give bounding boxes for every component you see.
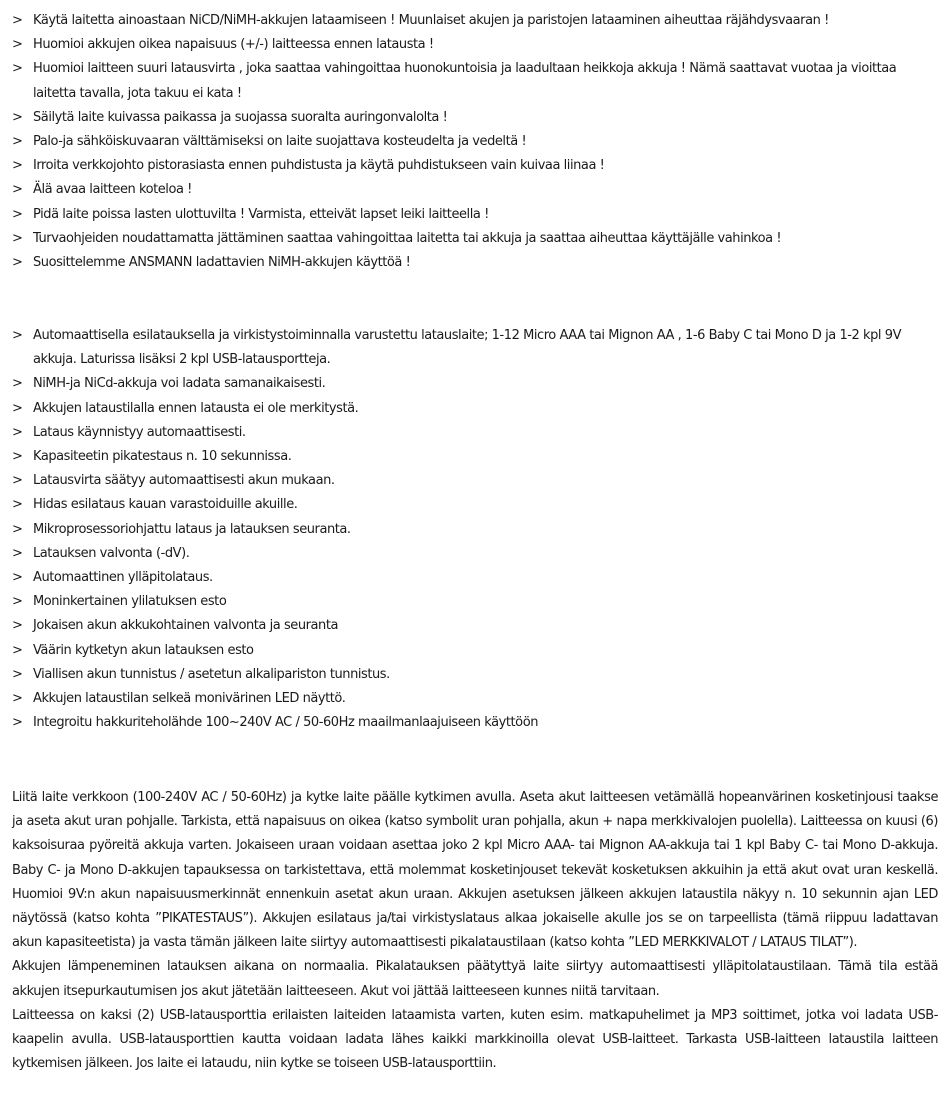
- bullet-marker: >: [12, 61, 23, 77]
- list-item: [12, 590, 938, 614]
- bullet-marker: >: [12, 230, 23, 246]
- list-item-text: Akkujen lataustilalla ennen latausta ei ole merkitystä.: [33, 400, 359, 416]
- list-item-text: Viallisen akun tunnistus / asetetun alkalipariston tunnistus.: [33, 666, 390, 682]
- bullet-marker: >: [12, 182, 23, 198]
- list-item-text: Käytä laitetta ainoastaan NiCD/NiMH-akkujen lataamiseen ! Muunlaiset akujen ja paristojen lataaminen aiheuttaa räjähdysvaaran !: [33, 13, 829, 28]
- list-item-text: Säilytä laite kuivassa paikassa ja suojassa suoralta auringonvalolta !: [33, 109, 448, 125]
- list-item-text: Väärin kytketyn akun latauksen esto: [33, 642, 254, 658]
- bullet-marker: >: [12, 37, 23, 53]
- list-item-text: Turvaohjeiden noudattamatta jättäminen saattaa vahingoittaa laitetta tai akkuja ja saattaa aiheuttaa käyttäjälle vahinkoa !: [33, 230, 782, 246]
- list-item: [12, 469, 938, 493]
- list-item-text: Moninkertainen ylilatuksen esto: [33, 594, 227, 610]
- list-item-text: Lataus käynnistyy automaattisesti.: [33, 424, 246, 440]
- list-item: [12, 227, 938, 251]
- list-item-text: Kapasiteetin pikatestaus n. 10 sekunnissa.: [33, 449, 292, 465]
- bullet-marker: >: [12, 618, 23, 634]
- list-item-text: Akkujen lataustilan selkeä monivärinen LED näyttö.: [33, 691, 346, 707]
- list-item: [12, 130, 938, 154]
- list-item: [12, 566, 938, 590]
- bullet-marker: >: [12, 521, 23, 537]
- instructions-paragraph: Akkujen lämpeneminen latauksen aikana on normaalia. Pikalatauksen päätyttyä laite siirtyy automaattisesti ylläpitolataustilaan. Tämä tila estää akkujen itsepurkautumisen jos akut jätetään laitteeseen. Akut voi jättää laitteeseen kunnes niitä tarvitaan.: [12, 959, 938, 999]
- list-item: [12, 493, 938, 517]
- list-item-text: Automaattinen ylläpitolataus.: [33, 570, 213, 586]
- bullet-marker: >: [12, 642, 23, 658]
- instructions-paragraph: Laitteessa on kaksi (2) USB-latausporttia erilaisten laiteiden lataamista varten, kuten esim. matkapuhelimet ja MP3 soittimet, jotka voi ladata USB-kaapelin avulla. USB-latausporttien kautta voidaan ladata lähes kaikki markkinoilla olevat USB-laitteet. Tarkasta USB-laitteen lataustila laitteen kytkemisen jälkeen. Jos laite ei lataudu, niin kytke se toiseen USB-latausporttiin.: [12, 1007, 938, 1072]
- bullet-marker: >: [12, 594, 23, 610]
- list-item-text: Pidä laite poissa lasten ulottuvilta ! Varmista, etteivät lapset leiki laitteella !: [33, 206, 489, 222]
- bullet-marker: >: [12, 666, 23, 682]
- list-item: [12, 518, 938, 542]
- list-item: [12, 324, 938, 372]
- list-item: [12, 178, 938, 202]
- list-item-text: Palo-ja sähköiskuvaaran välttämiseksi on laite suojattava kosteudelta ja vedeltä !: [33, 134, 527, 150]
- bullet-marker: >: [12, 134, 23, 150]
- list-item: [12, 33, 938, 57]
- list-item: [12, 445, 938, 469]
- list-item: [12, 711, 938, 735]
- list-item: [12, 397, 938, 421]
- list-item-text: Älä avaa laitteen koteloa !: [33, 182, 192, 198]
- list-item: [12, 9, 938, 33]
- list-item: [12, 687, 938, 711]
- instructions-section: [12, 786, 938, 1076]
- list-item: [12, 372, 938, 396]
- bullet-marker: >: [12, 424, 23, 440]
- bullet-marker: >: [12, 570, 23, 586]
- bullet-marker: >: [12, 13, 23, 28]
- list-item: [12, 251, 938, 275]
- list-item: [12, 421, 938, 445]
- list-item-text: NiMH-ja NiCd-akkuja voi ladata samanaikaisesti.: [33, 376, 326, 392]
- list-item-text: Hidas esilataus kauan varastoiduille akuille.: [33, 497, 298, 513]
- bullet-marker: >: [12, 715, 23, 731]
- list-item: [12, 203, 938, 227]
- list-item: [12, 663, 938, 687]
- list-item: [12, 639, 938, 663]
- bullet-marker: >: [12, 158, 23, 174]
- list-item: [12, 614, 938, 638]
- list-item-text: Latauksen valvonta (-dV).: [33, 545, 190, 561]
- bullet-marker: >: [12, 473, 23, 489]
- list-item: [12, 57, 938, 105]
- bullet-marker: >: [12, 255, 23, 271]
- features-list: [12, 324, 938, 735]
- list-item-text: Latausvirta säätyy automaattisesti akun mukaan.: [33, 473, 335, 489]
- list-item-text: Huomioi laitteen suuri latausvirta , joka saattaa vahingoittaa huonokuntoisia ja laadultaan heikkoja akkuja ! Nämä saattavat vuotaa ja vioittaa laitetta tavalla, jota takuu ei kata !: [33, 61, 897, 101]
- list-item-text: Integroitu hakkuriteholähde 100~240V AC / 50-60Hz maailmanlaajuiseen käyttöön: [33, 715, 538, 731]
- list-item: [12, 106, 938, 130]
- instructions-paragraph: Liitä laite verkkoon (100-240V AC / 50-60Hz) ja kytke laite päälle kytkimen avulla. Aseta akut laitteesen vetämällä hopeanvärinen kosketinjousi taakse ja aseta akut uran pohjalle. Tarkista, että napaisuus on oikea (katso symbolit uran pohjalla, akun + napa merkkivalojen puolella). Laitteessa on kuusi (6) kaksoisuraa pyöreitä akkuja varten. Jokaiseen uraan voidaan asettaa joko 2 kpl Micro AAA- tai Mignon AA-akkuja tai 1 kpl Baby C- tai Mono D-akkuja. Baby C- ja Mono D-akkujen tapauksessa on tarkistettava, että molemmat kosketinjouset tekevät kosketuksen akkuihin ja että akut ovat uran keskellä. Huomioi 9V:n akun napaisuusmerkinnät ennenkuin asetat akun uraan. Akkujen asetuksen jälkeen akkujen lataustila näkyy n. 10 sekunnin ajan LED näytössä (katso kohta ”PIKATESTAUS”). Akkujen esilataus ja/tai virkistyslataus alkaa jokaiselle akulle jos se on tarpeellista (tämä riippuu ladattavan akun kapasiteetista) ja vasta tämän jälkeen laite siirtyy automaattisesti pikalataustilaan (katso kohta ”LED MERKKIVALOT / LATAUS TILAT”).: [12, 790, 938, 951]
- bullet-marker: >: [12, 328, 23, 343]
- bullet-marker: >: [12, 400, 23, 416]
- bullet-marker: >: [12, 691, 23, 707]
- bullet-marker: >: [12, 497, 23, 513]
- bullet-marker: >: [12, 545, 23, 561]
- list-item-text: Automaattisella esilatauksella ja virkistystoiminnalla varustettu latauslaite; 1-12 Micro AAA tai Mignon AA , 1-6 Baby C tai Mono D ja 1-2 kpl 9V akkuja. Laturissa lisäksi 2 kpl USB-latausportteja.: [33, 328, 902, 368]
- bullet-marker: >: [12, 376, 23, 392]
- bullet-marker: >: [12, 449, 23, 465]
- list-item: [12, 542, 938, 566]
- list-item-text: Jokaisen akun akkukohtainen valvonta ja seuranta: [33, 618, 339, 634]
- bullet-marker: >: [12, 109, 23, 125]
- bullet-marker: >: [12, 206, 23, 222]
- safety-notes-list: [12, 9, 938, 275]
- list-item: [12, 154, 938, 178]
- list-item-text: Mikroprosessoriohjattu lataus ja latauksen seuranta.: [33, 521, 351, 537]
- list-item-text: Huomioi akkujen oikea napaisuus (+/-) laitteessa ennen latausta !: [33, 37, 434, 53]
- list-item-text: Suosittelemme ANSMANN ladattavien NiMH-akkujen käyttöä !: [33, 255, 411, 271]
- list-item-text: Irroita verkkojohto pistorasiasta ennen puhdistusta ja käytä puhdistukseen vain kuivaa liinaa !: [33, 158, 605, 174]
